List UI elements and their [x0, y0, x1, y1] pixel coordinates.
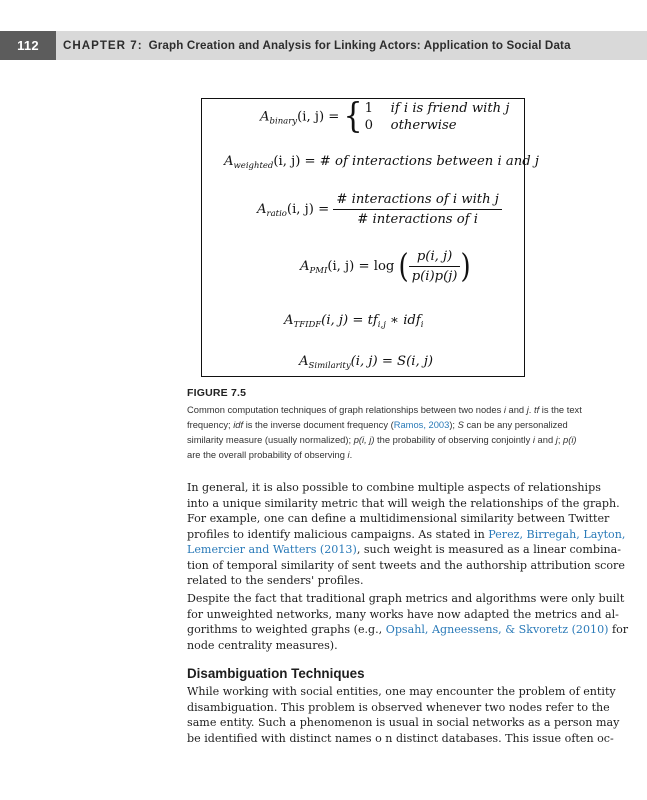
- citation-link-perez-cont[interactable]: Lemercier and Watters (2013): [187, 543, 357, 556]
- equation-box: [201, 96, 539, 377]
- running-header: [0, 31, 647, 60]
- citation-link-ramos[interactable]: Ramos, 2003: [393, 420, 450, 430]
- chapter-label: CHAPTER 7:: [63, 39, 143, 52]
- paragraph-combine-metrics: In general, it is also possible to combine multiple aspects of relationships into a unique similarity metric that will weigh the relationships of the graph. For example, one can define a multidimensional similarity between Twitter profiles to identify malicious campaigns. As stated in Perez, Birregah, Layton, Lemercier and Watters (2013), such weight is measured as a linear combina- tion of temporal similarity of sent tweets and the authorship attribution score related to the senders' profiles.: [187, 481, 626, 587]
- chapter-title: [63, 31, 571, 60]
- section-heading: Disambiguation Techniques: [187, 666, 365, 681]
- figure-label: FIGURE 7.5: [187, 387, 247, 399]
- citation-link-opsahl[interactable]: Opsahl, Agneessens, & Skvoretz (2010): [385, 623, 609, 636]
- chapter-title-text: Graph Creation and Analysis for Linking Actors: Application to Social Data: [148, 39, 571, 52]
- equation-ratio: $A_{ratio}(i$, j) = $\frac{\text{\# interactions of i with j}}{\text{\# interactions of i}}$: [257, 192, 502, 227]
- equation-tfidf: $A_{TFIDF}(i$, $j) = tf_{i,j}$ ∗ idf$_i$: [284, 313, 424, 330]
- equation-pmi: $A_{PMI}(i$, j) = log ( $\frac{p(i, j)}{p(i)p(j)}$ ): [300, 247, 471, 286]
- figure-caption: Common computation techniques of graph relationships between two nodes i and j. tf is the text frequency; idf is the inverse document frequency (Ramos, 2003); S can be any personalized similarity measure (usually normalized); p(i, j) the probability of observing conjointly i and j; p(i) are the overall probability of observing i.: [187, 405, 582, 460]
- equation-binary: $A_{binary}(i$, j) = { 1 if i is friend with j 0 otherwise: [260, 96, 510, 137]
- equation-similarity: $A_{Similarity}(i$, j) = S(i, j): [299, 354, 434, 371]
- page-number: 112: [0, 31, 56, 60]
- citation-link-perez[interactable]: Perez, Birregah, Layton,: [488, 527, 626, 541]
- equation-weighted: $A_{weighted}(i$, j) = # of interactions between i and j: [224, 154, 539, 171]
- paragraph-weighted-graphs: Despite the fact that traditional graph metrics and algorithms were only built for unweighted networks, many works have now adapted the metrics and al- gorithms to weighted graphs (e.g., Opsahl, Agneessens, & Skvoretz (2010) for node centrality measures).: [187, 592, 629, 652]
- paragraph-disambiguation: While working with social entities, one may encounter the problem of entity disambiguation. This problem is observed whenever two nodes refer to the same entity. Such a phenomenon is usual in social networks as a person may be identified with distinct names o n distinct databases. This issue often oc-: [187, 685, 620, 745]
